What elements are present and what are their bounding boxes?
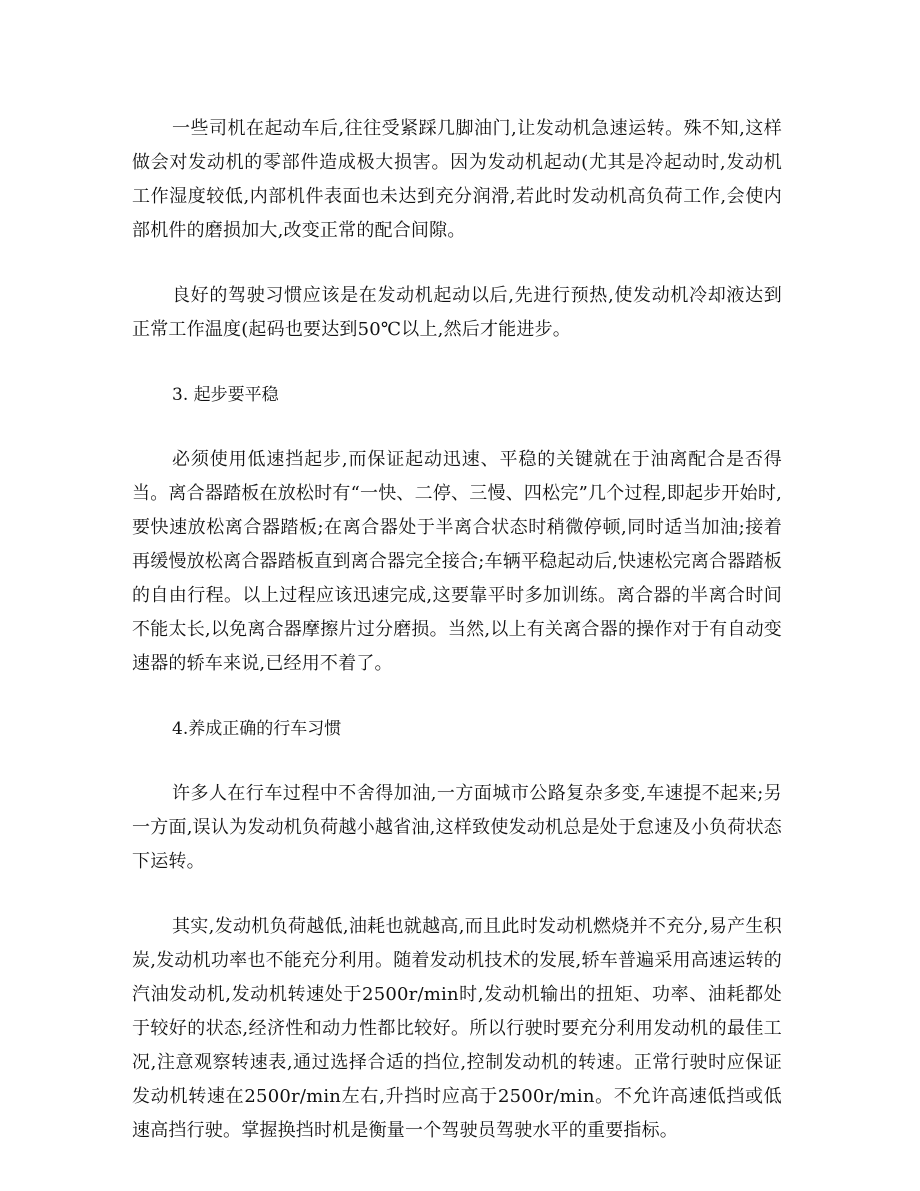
- paragraph-clutch-operation: 必须使用低速挡起步,而保证起动迅速、平稳的关键就在于油离配合是否得当。离合器踏板在放松时有“一快、二停、三慢、四松完”几个过程,即起步开始时,要快速放松离合器踏板;在离合器处于半离合状态时稍微停顿,同时适当加油;接着再缓慢放松离合器踏板直到离合器完全接合;车辆平稳起动后,快速松完离合器踏板的自由行程。以上过程应该迅速完成,这要靠平时多加训练。离合器的半离合时间不能太长,以免离合器摩擦片过分磨损。当然,以上有关离合器的操作对于有自动变速器的轿车来说,已经用不着了。: [132, 449, 782, 674]
- paragraph-good-habit-preheat: 良好的驾驶习惯应该是在发动机起动以后,先进行预热,使发动机冷却液达到正常工作温度(起码也要达到50℃以上,然后才能进步。: [132, 285, 782, 340]
- paragraph-engine-load-and-rpm: 其实,发动机负荷越低,油耗也就越高,而且此时发动机燃烧并不充分,易产生积炭,发动机功率也不能充分利用。随着发动机技术的发展,轿车普遍采用高速运转的汽油发动机,发动机转速处于2500r/min时,发动机输出的扭矩、功率、油耗都处于较好的状态,经济性和动力性都比较好。所以行驶时要充分利用发动机的最佳工况,注意观察转速表,通过选择合适的挡位,控制发动机的转速。正常行驶时应保证发动机转速在2500r/min左右,升挡时应高于2500r/min。不允许高速低挡或低速高挡行驶。掌握换挡时机是衡量一个驾驶员驾驶水平的重要指标。: [132, 916, 782, 1141]
- paragraph-reluctant-throttle: 许多人在行车过程中不舍得加油,一方面城市公路复杂多变,车速提不起来;另一方面,误认为发动机负荷越小越省油,这样致使发动机总是处于怠速及小负荷状态下运转。: [132, 783, 782, 872]
- paragraph-engine-warmup-warning: 一些司机在起动车后,往往受紧踩几脚油门,让发动机急速运转。殊不知,这样做会对发动机的零部件造成极大损害。因为发动机起动(尤其是冷起动时,发动机工作湿度较低,内部机件表面也未达到充分润滑,若此时发动机高负荷工作,会使内部机件的磨损加大,改变正常的配合间隙。: [132, 118, 782, 241]
- document-body: [132, 112, 782, 1179]
- section-heading-driving-habits: 4.养成正确的行车习惯: [172, 719, 342, 739]
- section-heading-smooth-start: 3. 起步要平稳: [172, 385, 279, 405]
